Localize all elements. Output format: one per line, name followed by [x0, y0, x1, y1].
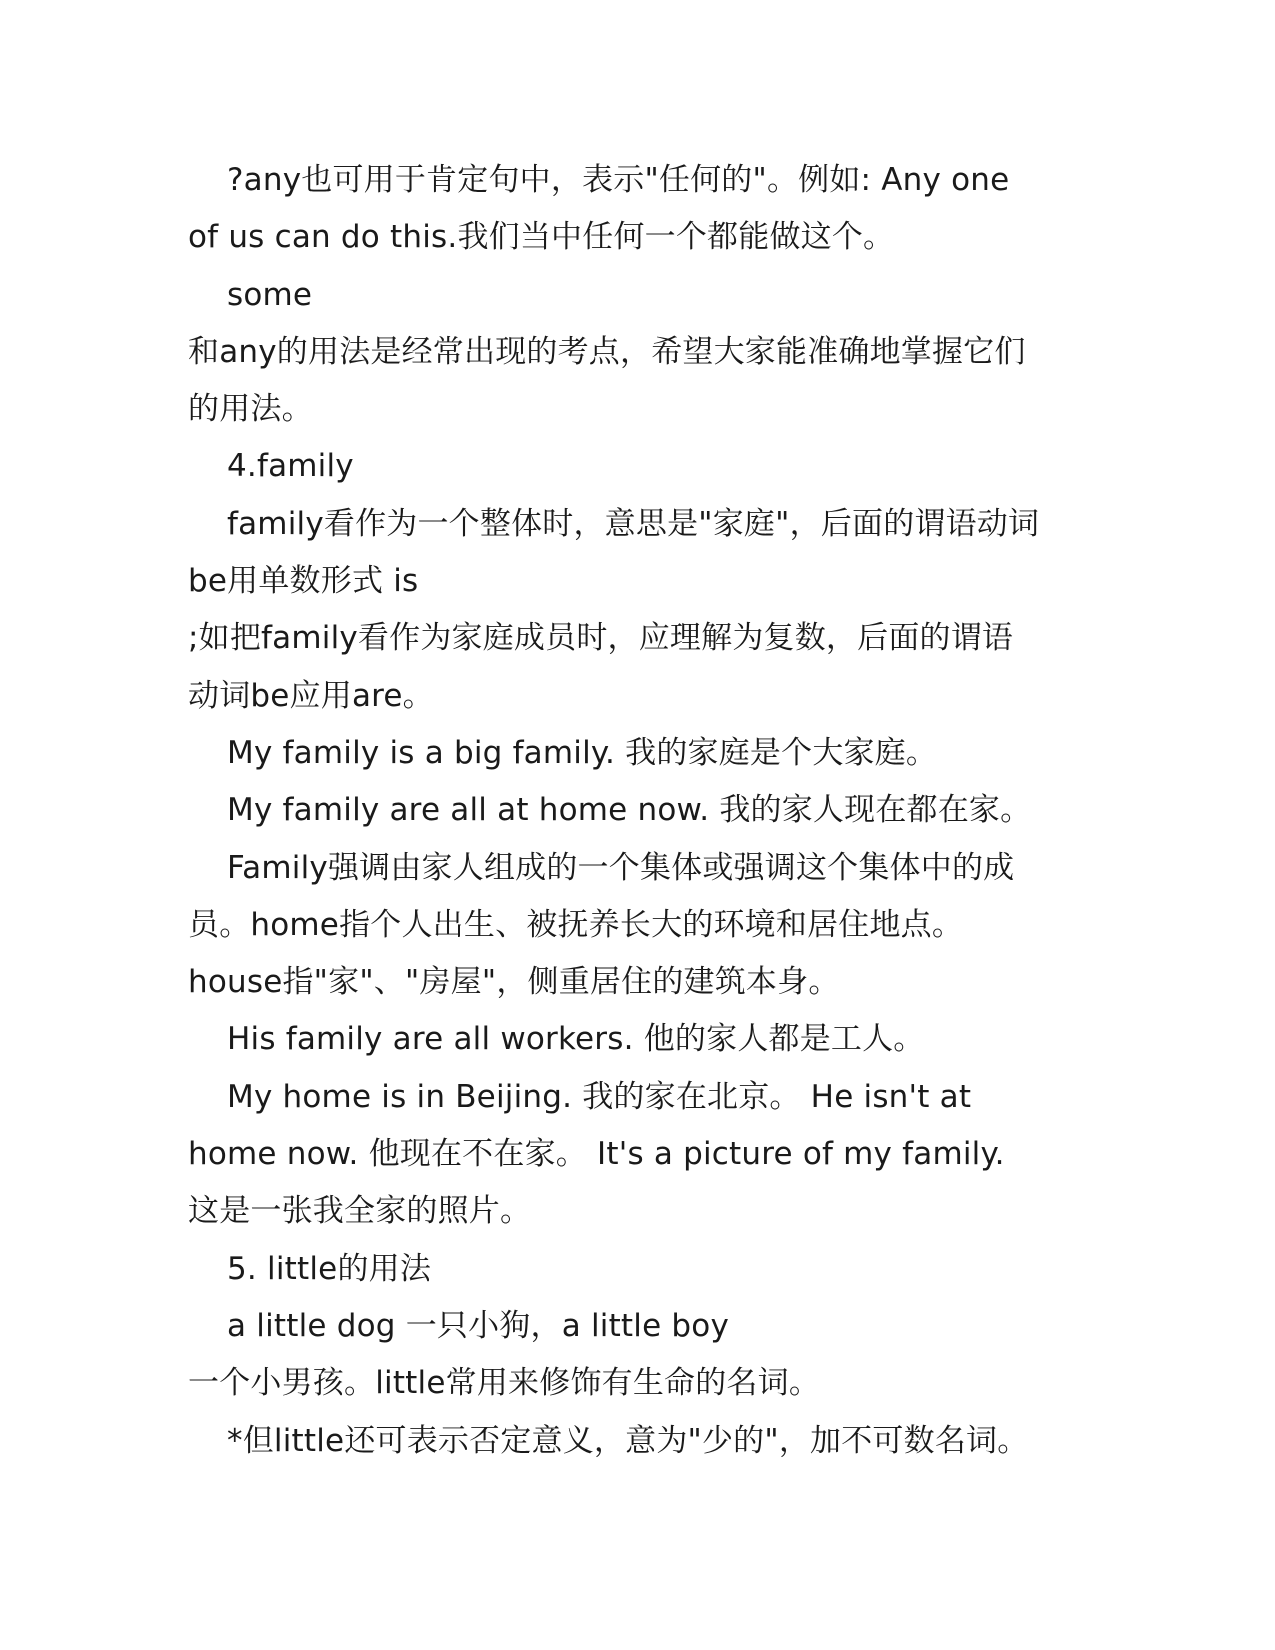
text-line: house指"家"、"房屋"，侧重居住的建筑本身。: [188, 964, 840, 1001]
text-line: ?any也可用于肯定句中，表示"任何的"。例如: Any one: [227, 162, 1010, 198]
text-line: be用单数形式 is: [188, 563, 419, 600]
text-line: some: [227, 276, 313, 313]
text-line: ;如把family看作为家庭成员时，应理解为复数，后面的谓语: [188, 620, 1014, 657]
text-line: 一个小男孩。little常用来修饰有生命的名词。: [188, 1365, 821, 1402]
text-line: *但little还可表示否定意义，意为"少的"，加不可数名词。: [227, 1422, 1029, 1459]
document-body: [188, 152, 1108, 1470]
text-line: Family强调由家人组成的一个集体或强调这个集体中的成: [227, 849, 1015, 886]
example-sentence: home now. 他现在不在家。 It's a picture of my family.: [188, 1136, 1005, 1173]
example-sentence: a little dog 一只小狗，a little boy: [227, 1307, 730, 1344]
text-line: 这是一张我全家的照片。: [188, 1193, 532, 1230]
example-sentence: My family are all at home now. 我的家人现在都在家。: [227, 792, 1032, 829]
text-line: of us can do this.我们当中任何一个都能做这个。: [188, 219, 895, 256]
section-heading: 5. little的用法: [227, 1250, 432, 1287]
example-sentence: My family is a big family. 我的家庭是个大家庭。: [227, 734, 938, 771]
text-line: 员。home指个人出生、被抚养长大的环境和居住地点。: [188, 906, 964, 943]
text-line: family看作为一个整体时，意思是"家庭"，后面的谓语动词: [227, 505, 1040, 542]
section-heading: 4.family: [227, 448, 354, 485]
text-line: 和any的用法是经常出现的考点，希望大家能准确地掌握它们: [188, 333, 1026, 370]
example-sentence: My home is in Beijing. 我的家在北京。 He isn't at: [227, 1078, 972, 1115]
text-line: 动词be应用are。: [188, 677, 434, 714]
text-line: 的用法。: [188, 391, 313, 428]
example-sentence: His family are all workers. 他的家人都是工人。: [227, 1021, 925, 1058]
